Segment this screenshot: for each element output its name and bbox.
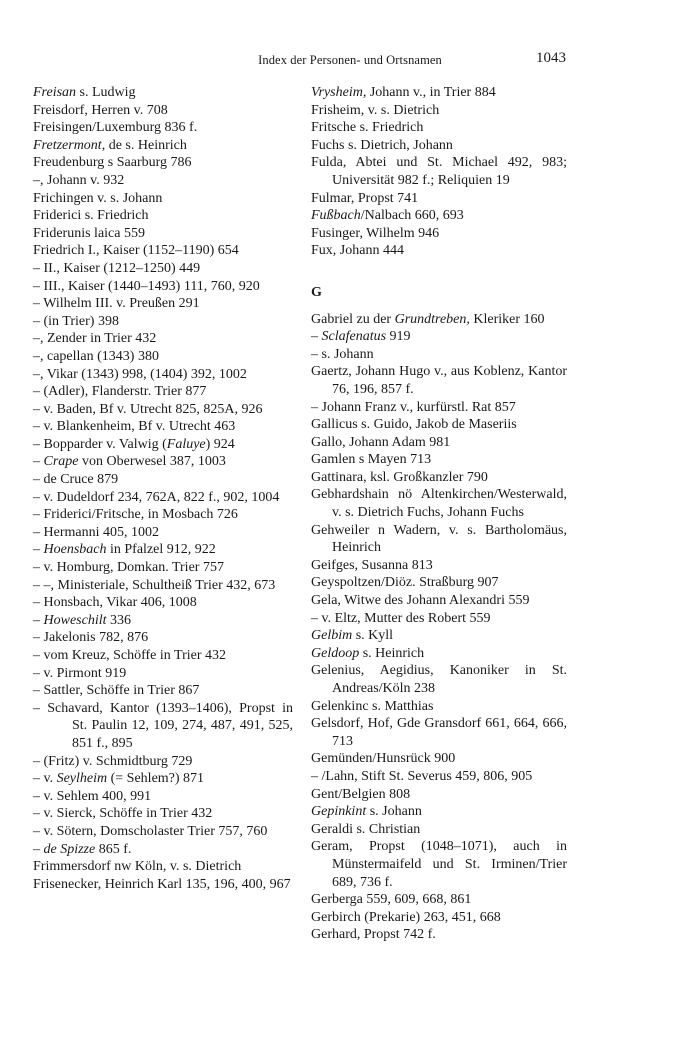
entry-text-rest: s. Johann xyxy=(366,804,422,820)
index-entry xyxy=(33,788,293,806)
entry-text: – xyxy=(33,542,44,558)
index-entry xyxy=(33,190,293,208)
entry-text: Friedrich I., Kaiser (1152–1190) 654 xyxy=(33,243,239,259)
index-entry xyxy=(33,629,293,647)
index-entry xyxy=(33,594,293,612)
entry-text: Frisenecker, Heinrich Karl 135, 196, 400, 967 xyxy=(33,876,291,892)
index-entry xyxy=(311,416,567,434)
index-entry xyxy=(311,557,567,575)
entry-text-rest: s. Kyll xyxy=(352,628,394,644)
index-entry xyxy=(311,627,567,645)
index-entry xyxy=(33,453,293,471)
letter-heading-g: G xyxy=(311,284,322,300)
entry-text: – Wilhelm III. v. Preußen 291 xyxy=(33,296,200,312)
index-entry xyxy=(33,260,293,278)
index-entry xyxy=(311,190,567,208)
entry-text: Gebhardshain nö Altenkirchen/Westerwald, v. s. Dietrich Fuchs, Johann Fuchs xyxy=(311,487,567,521)
entry-text: Gent/Belgien 808 xyxy=(311,786,411,802)
index-entry xyxy=(311,451,567,469)
index-entry xyxy=(33,137,293,155)
entry-text: Gallicus s. Guido, Jakob de Maseriis xyxy=(311,417,517,433)
index-entry xyxy=(311,662,567,697)
index-entry xyxy=(311,363,567,398)
entry-text-rest: 336 xyxy=(106,612,131,628)
entry-text: – xyxy=(33,612,44,628)
entry-text: Frimmersdorf nw Köln, v. s. Dietrich xyxy=(33,859,242,875)
index-entry xyxy=(311,486,567,521)
index-entry xyxy=(33,577,293,595)
index-entry xyxy=(33,383,293,401)
index-entry xyxy=(311,909,567,927)
entry-text-rest: (= Sehlem?) 871 xyxy=(107,771,205,787)
entry-text: – s. Johann xyxy=(311,346,374,362)
entry-text: – –, Ministeriale, Schultheiß Trier 432, 673 xyxy=(33,577,276,593)
index-entry xyxy=(33,841,293,859)
entry-text: Geram, Propst (1048–1071), auch in Münstermaifeld und St. Irminen/Trier 689, 736 f. xyxy=(311,839,567,890)
entry-text: –, capellan (1343) 380 xyxy=(33,348,159,364)
index-entry xyxy=(33,541,293,559)
entry-italic-term: Fußbach xyxy=(311,208,361,224)
entry-text: – v. Pirmont 919 xyxy=(33,665,127,681)
index-entry xyxy=(33,858,293,876)
index-entry xyxy=(311,645,567,663)
index-entry xyxy=(33,366,293,384)
index-entry xyxy=(311,786,567,804)
index-entry xyxy=(33,647,293,665)
index-entry xyxy=(311,926,567,944)
entry-text: Geyspoltzen/Diöz. Straßburg 907 xyxy=(311,575,499,591)
entry-text: Freisdorf, Herren v. 708 xyxy=(33,102,168,118)
index-entry xyxy=(33,242,293,260)
index-entry xyxy=(33,471,293,489)
index-entry xyxy=(33,330,293,348)
entry-italic-term: Fretzermont, xyxy=(33,137,106,153)
index-entry xyxy=(311,469,567,487)
entry-text: – Honsbach, Vikar 406, 1008 xyxy=(33,595,197,611)
index-entry xyxy=(33,436,293,454)
index-entry xyxy=(311,698,567,716)
entry-text: – xyxy=(33,841,44,857)
entry-text: – II., Kaiser (1212–1250) 449 xyxy=(33,260,201,276)
entry-text-rest: 919 xyxy=(386,329,411,345)
index-entry xyxy=(33,489,293,507)
entry-text: Gelsdorf, Hof, Gde Gransdorf 661, 664, 666, 713 xyxy=(311,716,567,749)
entry-text: – Schavard, Kantor (1393–1406), Propst in St. Paulin 12, 109, 274, 487, 491, 525, 851 f., 895 xyxy=(33,700,293,751)
index-entry xyxy=(311,207,567,225)
entry-text: Freudenburg s Saarburg 786 xyxy=(33,155,192,171)
index-entry xyxy=(311,434,567,452)
index-entry xyxy=(33,102,293,120)
entry-italic-term: de Spizze xyxy=(43,841,96,857)
entry-text: – Sattler, Schöffe in Trier 867 xyxy=(33,683,200,699)
entry-italic-term: Sclafenatus xyxy=(321,329,387,345)
entry-text: – v. Sierck, Schöffe in Trier 432 xyxy=(33,806,213,822)
index-entry xyxy=(311,574,567,592)
entry-text: Gallo, Johann Adam 981 xyxy=(311,434,451,450)
entry-text: – v. Baden, Bf v. Utrecht 825, 825A, 926 xyxy=(33,401,263,417)
index-entry xyxy=(33,278,293,296)
index-entry xyxy=(33,559,293,577)
entry-text: Fusinger, Wilhelm 946 xyxy=(311,225,440,241)
entry-text: Gelenius, Aegidius, Kanoniker in St. Andreas/Köln 238 xyxy=(311,663,567,696)
entry-text: Geifges, Susanna 813 xyxy=(311,557,433,573)
entry-text: Frisheim, v. s. Dietrich xyxy=(311,102,440,118)
entry-text: Gemünden/Hunsrück 900 xyxy=(311,751,456,767)
index-entry xyxy=(33,506,293,524)
entry-text-rest: 865 f. xyxy=(95,841,132,857)
index-entry xyxy=(33,682,293,700)
index-entry xyxy=(311,891,567,909)
entry-text: – Bopparder v. Valwig ( xyxy=(33,436,167,452)
entry-text: Geraldi s. Christian xyxy=(311,821,421,837)
entry-text: – v. Sehlem 400, 991 xyxy=(33,788,152,804)
entry-text: – Johann Franz v., kurfürstl. Rat 857 xyxy=(311,399,516,415)
entry-text: Fuchs s. Dietrich, Johann xyxy=(311,137,453,153)
index-entry xyxy=(311,225,567,243)
index-entry xyxy=(311,154,567,189)
entry-text: – vom Kreuz, Schöffe in Trier 432 xyxy=(33,648,226,663)
index-entry xyxy=(311,102,567,120)
entry-italic-term: Faluye xyxy=(166,436,206,452)
index-entry xyxy=(311,119,567,137)
index-entry xyxy=(33,876,293,894)
index-column-right xyxy=(311,84,567,944)
entry-italic-term: Gelbim xyxy=(311,628,353,644)
entry-text: Gerberga 559, 609, 668, 861 xyxy=(311,892,472,908)
group-spacer xyxy=(311,260,567,274)
index-entry xyxy=(311,242,567,260)
entry-italic-term: Seylheim xyxy=(56,771,108,787)
index-entry xyxy=(33,700,293,753)
index-entry xyxy=(33,524,293,542)
entry-text: – (in Trier) 398 xyxy=(33,313,119,329)
entry-text: Friderunis laica 559 xyxy=(33,225,145,241)
entry-text: – xyxy=(311,329,322,345)
entry-text: – (Fritz) v. Schmidtburg 729 xyxy=(33,753,193,769)
index-entry xyxy=(311,750,567,768)
entry-text: Friderici s. Friedrich xyxy=(33,208,149,224)
entry-text: Gamlen s Mayen 713 xyxy=(311,452,432,468)
entry-text-rest: Johann v., in Trier 884 xyxy=(366,85,496,100)
entry-text: Gerbirch (Prekarie) 263, 451, 668 xyxy=(311,909,501,925)
entry-text: – Friderici/Fritsche, in Mosbach 726 xyxy=(33,507,238,523)
index-entry xyxy=(33,665,293,683)
index-entry xyxy=(311,803,567,821)
running-title: Index der Personen- und Ortsnamen xyxy=(258,53,442,67)
entry-text: Frichingen v. s. Johann xyxy=(33,190,163,206)
entry-text: – v. Sötern, Domscholaster Trier 757, 760 xyxy=(33,823,268,839)
index-entry xyxy=(33,207,293,225)
page-number: 1043 xyxy=(536,50,566,66)
index-entry xyxy=(33,401,293,419)
entry-text: – Jakelonis 782, 876 xyxy=(33,630,149,646)
entry-italic-term: Grundtreben, xyxy=(394,311,470,327)
entry-italic-term: Freisan xyxy=(33,85,77,100)
index-entry xyxy=(33,753,293,771)
entry-text: – de Cruce 879 xyxy=(33,472,119,488)
entry-italic-term: Vrysheim, xyxy=(311,85,367,100)
entry-text: Fritsche s. Friedrich xyxy=(311,120,424,136)
entry-text: – III., Kaiser (1440–1493) 111, 760, 920 xyxy=(33,278,260,294)
index-entry xyxy=(33,418,293,436)
index-entry xyxy=(311,311,567,329)
index-entry xyxy=(33,348,293,366)
entry-text: Gelenkinc s. Matthias xyxy=(311,698,434,714)
entry-text: Gerhard, Propst 742 f. xyxy=(311,927,436,943)
index-entry xyxy=(311,328,567,346)
entry-text: –, Vikar (1343) 998, (1404) 392, 1002 xyxy=(33,366,247,382)
entry-text: Fulda, Abtei und St. Michael 492, 983; Universität 982 f.; Reliquien 19 xyxy=(311,155,567,188)
entry-text: Gabriel zu der xyxy=(311,311,395,327)
index-entry xyxy=(33,119,293,137)
entry-text-rest: in Pfalzel 912, 922 xyxy=(106,542,216,558)
entry-text-rest: s. Ludwig xyxy=(76,85,136,100)
entry-text: Gaertz, Johann Hugo v., aus Koblenz, Kantor 76, 196, 857 f. xyxy=(311,364,567,397)
entry-text-rest: von Oberwesel 387, 1003 xyxy=(78,454,226,470)
entry-italic-term: Crape xyxy=(43,454,79,470)
entry-text: – Hermanni 405, 1002 xyxy=(33,524,159,540)
entry-text: – v. xyxy=(33,771,57,787)
index-entry xyxy=(311,592,567,610)
index-entry xyxy=(311,346,567,364)
index-entry xyxy=(33,172,293,190)
entry-text: Fulmar, Propst 741 xyxy=(311,190,419,206)
index-entry xyxy=(311,821,567,839)
index-group-g xyxy=(311,311,567,944)
index-entry xyxy=(33,612,293,630)
index-entry xyxy=(33,313,293,331)
index-entry xyxy=(311,610,567,628)
entry-text: – v. Blankenheim, Bf v. Utrecht 463 xyxy=(33,419,236,435)
entry-text: – v. Dudeldorf 234, 762A, 822 f., 902, 1004 xyxy=(33,489,280,505)
entry-text-rest: s. Heinrich xyxy=(359,645,425,661)
index-entry xyxy=(33,225,293,243)
entry-text: Gehweiler n Wadern, v. s. Bartholomäus, Heinrich xyxy=(311,522,567,556)
page-header xyxy=(0,50,700,70)
entry-text: – xyxy=(33,454,44,470)
entry-text: –, Johann v. 932 xyxy=(33,172,125,188)
index-entry xyxy=(33,805,293,823)
index-entry xyxy=(311,399,567,417)
index-entry xyxy=(311,768,567,786)
index-entry xyxy=(33,154,293,172)
index-entry xyxy=(33,295,293,313)
entry-text: Fux, Johann 444 xyxy=(311,243,404,259)
entry-text: – /Lahn, Stift St. Severus 459, 806, 905 xyxy=(311,768,533,784)
index-entry xyxy=(311,522,567,557)
index-group-f xyxy=(311,84,567,260)
entry-text: – v. Eltz, Mutter des Robert 559 xyxy=(311,610,491,626)
entry-italic-term: Howeschilt xyxy=(43,612,107,628)
index-entry xyxy=(33,84,293,102)
entry-text-rest: ) 924 xyxy=(205,436,235,452)
entry-text: Gela, Witwe des Johann Alexandri 559 xyxy=(311,593,530,609)
entry-text: Gattinara, ksl. Großkanzler 790 xyxy=(311,469,488,485)
entry-italic-term: Geldoop xyxy=(311,645,360,661)
entry-italic-term: Gepinkint xyxy=(311,804,367,820)
entry-text: Freisingen/Luxemburg 836 f. xyxy=(33,120,198,136)
entry-text-rest: Kleriker 160 xyxy=(469,311,545,327)
index-entry xyxy=(311,137,567,155)
index-column-left xyxy=(33,84,293,893)
index-entry xyxy=(33,770,293,788)
entry-text: – v. Homburg, Domkan. Trier 757 xyxy=(33,560,224,576)
entry-text-rest: de s. Heinrich xyxy=(105,137,187,153)
entry-italic-term: Hoensbach xyxy=(43,542,107,558)
index-entry xyxy=(311,84,567,102)
entry-text: – (Adler), Flanderstr. Trier 877 xyxy=(33,384,207,400)
index-entry xyxy=(33,823,293,841)
entry-text-rest: /Nalbach 660, 693 xyxy=(360,208,464,224)
index-entry xyxy=(311,838,567,891)
entry-text: –, Zender in Trier 432 xyxy=(33,331,157,347)
index-entry xyxy=(311,715,567,750)
